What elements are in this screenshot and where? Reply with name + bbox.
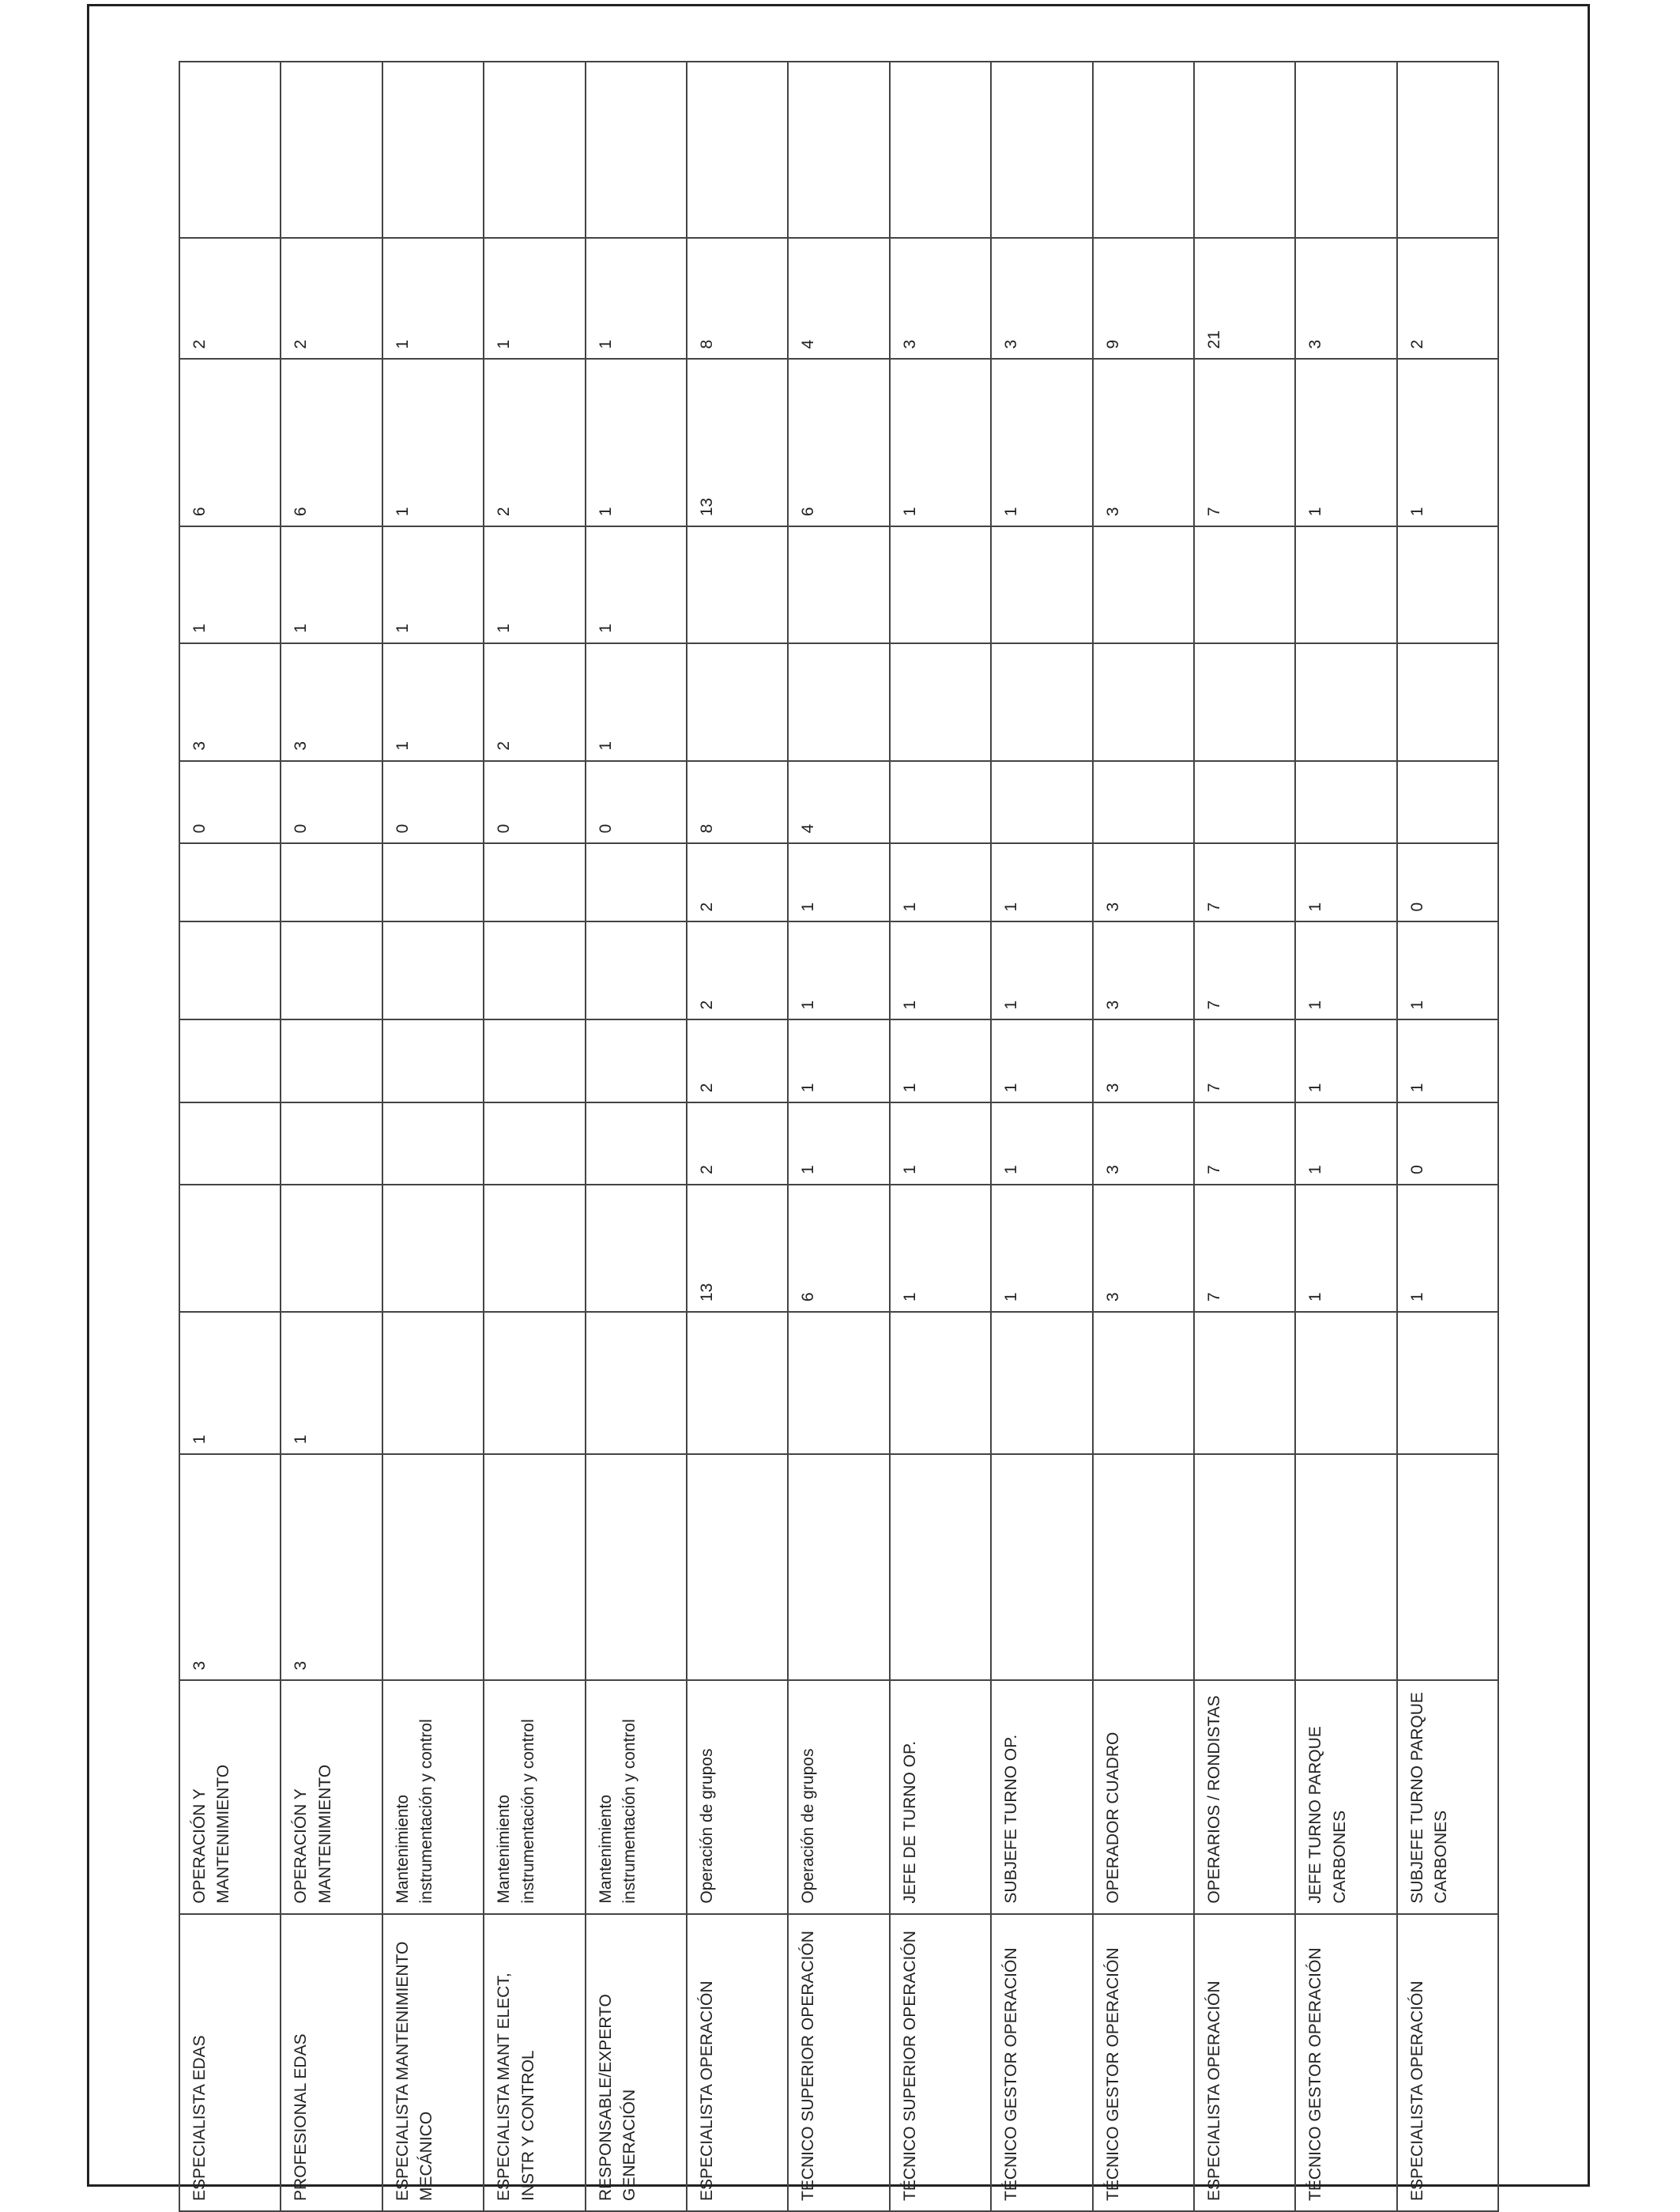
cell-value: 13	[687, 359, 788, 526]
cell-value: 21	[1194, 238, 1295, 359]
cell-value	[1295, 761, 1396, 844]
cell-value	[890, 526, 991, 643]
cell-empty	[890, 62, 991, 238]
cell-value	[1397, 761, 1498, 844]
cell-value: 1	[1295, 1019, 1396, 1102]
cell-value	[1194, 643, 1295, 761]
cell-value: 6	[281, 359, 382, 526]
table-row	[890, 62, 991, 2211]
cell-value: 1	[991, 1185, 1092, 1312]
cell-empty	[1397, 62, 1498, 238]
cell-value	[788, 1312, 889, 1454]
cell-value: 4	[788, 761, 889, 844]
cell-empty	[281, 62, 382, 238]
cell-value	[281, 922, 382, 1020]
cell-puesto: ESPECIALISTA MANTENIMIENTO MECÁNICO	[382, 1914, 484, 2211]
cell-value	[484, 843, 585, 921]
cell-value: 2	[687, 843, 788, 921]
cell-value	[382, 922, 484, 1020]
cell-value: 1	[586, 526, 687, 643]
rotated-table-container	[179, 61, 1498, 2212]
cell-value	[991, 1312, 1092, 1454]
cell-value	[1194, 761, 1295, 844]
cell-value: 3	[281, 1454, 382, 1680]
cell-value: 1	[382, 526, 484, 643]
cell-value: 1	[991, 1102, 1092, 1185]
cell-value: 0	[586, 761, 687, 844]
cell-value: 3	[1093, 1019, 1194, 1102]
table-row	[788, 62, 889, 2211]
cell-area: OPERADOR CUADRO	[1093, 1680, 1194, 1913]
cell-value	[281, 1102, 382, 1185]
cell-value	[1194, 1312, 1295, 1454]
cell-value	[991, 1454, 1092, 1680]
cell-value	[179, 843, 281, 921]
cell-value	[890, 1312, 991, 1454]
cell-value: 1	[1295, 1185, 1396, 1312]
cell-empty	[382, 62, 484, 238]
cell-value	[179, 1185, 281, 1312]
cell-value: 0	[484, 761, 585, 844]
cell-value: 1	[991, 359, 1092, 526]
cell-value: 8	[687, 238, 788, 359]
cell-value	[890, 761, 991, 844]
cell-value: 4	[788, 238, 889, 359]
cell-value	[1397, 643, 1498, 761]
cell-value: 1	[1397, 359, 1498, 526]
cell-value	[1295, 526, 1396, 643]
cell-value	[1093, 1454, 1194, 1680]
cell-value: 0	[179, 761, 281, 844]
cell-value: 1	[890, 359, 991, 526]
table-row	[586, 62, 687, 2211]
cell-value	[382, 1454, 484, 1680]
cell-value	[1093, 526, 1194, 643]
cell-value	[788, 643, 889, 761]
cell-value	[991, 526, 1092, 643]
cell-value: 7	[1194, 922, 1295, 1020]
cell-value	[1295, 1312, 1396, 1454]
cell-value	[281, 1185, 382, 1312]
cell-value: 1	[586, 359, 687, 526]
cell-puesto: TÉCNICO GESTOR OPERACIÓN	[1093, 1914, 1194, 2211]
cell-value	[1295, 643, 1396, 761]
table-row	[991, 62, 1092, 2211]
staffing-table	[179, 61, 1499, 2212]
cell-value	[1397, 1312, 1498, 1454]
cell-value: 6	[179, 359, 281, 526]
cell-value	[484, 1185, 585, 1312]
cell-area: SUBJEFE TURNO OP.	[991, 1680, 1092, 1913]
cell-value: 1	[281, 1312, 382, 1454]
cell-value	[1194, 526, 1295, 643]
cell-value	[1093, 643, 1194, 761]
cell-value: 1	[586, 238, 687, 359]
cell-value	[586, 1454, 687, 1680]
cell-area: JEFE DE TURNO OP.	[890, 1680, 991, 1913]
cell-value: 1	[991, 843, 1092, 921]
cell-empty	[687, 62, 788, 238]
cell-value	[382, 1185, 484, 1312]
cell-value: 1	[1295, 843, 1396, 921]
cell-value: 0	[1397, 843, 1498, 921]
cell-value: 1	[484, 238, 585, 359]
cell-value	[586, 1102, 687, 1185]
cell-value: 9	[1093, 238, 1194, 359]
cell-value: 7	[1194, 1102, 1295, 1185]
cell-puesto: RESPONSABLE/EXPERTO GENERACIÓN	[586, 1914, 687, 2211]
cell-value	[1397, 526, 1498, 643]
cell-value	[687, 1312, 788, 1454]
cell-empty	[179, 62, 281, 238]
cell-value: 1	[890, 1185, 991, 1312]
cell-value	[484, 922, 585, 1020]
cell-value	[179, 1102, 281, 1185]
cell-value	[1093, 761, 1194, 844]
cell-value: 1	[788, 1102, 889, 1185]
cell-value: 1	[382, 238, 484, 359]
cell-area: JEFE TURNO PARQUE CARBONES	[1295, 1680, 1396, 1913]
cell-value: 0	[382, 761, 484, 844]
table-row	[1397, 62, 1498, 2211]
cell-area: SUBJEFE TURNO PARQUE CARBONES	[1397, 1680, 1498, 1913]
cell-value	[890, 643, 991, 761]
cell-value: 0	[1397, 1102, 1498, 1185]
cell-value: 7	[1194, 1019, 1295, 1102]
cell-value: 2	[484, 643, 585, 761]
cell-value	[586, 1019, 687, 1102]
cell-value: 1	[890, 922, 991, 1020]
cell-value: 7	[1194, 359, 1295, 526]
cell-value: 1	[1397, 1185, 1498, 1312]
cell-value	[281, 843, 382, 921]
cell-value: 6	[788, 359, 889, 526]
cell-puesto: TÉCNICO SUPERIOR OPERACIÓN	[890, 1914, 991, 2211]
cell-value: 1	[1397, 922, 1498, 1020]
cell-value	[281, 1019, 382, 1102]
cell-value	[586, 1312, 687, 1454]
cell-value: 1	[179, 526, 281, 643]
cell-value	[586, 1185, 687, 1312]
cell-puesto: ESPECIALISTA EDAS	[179, 1914, 281, 2211]
cell-value	[586, 922, 687, 1020]
cell-value: 1	[991, 922, 1092, 1020]
cell-value	[1397, 1454, 1498, 1680]
cell-value: 1	[788, 843, 889, 921]
cell-value	[484, 1019, 585, 1102]
cell-value: 7	[1194, 1185, 1295, 1312]
cell-area: OPERACIÓN Y MANTENIMIENTO	[179, 1680, 281, 1913]
cell-value: 3	[1093, 922, 1194, 1020]
cell-value: 7	[1194, 843, 1295, 921]
cell-value	[687, 1454, 788, 1680]
cell-value: 3	[179, 1454, 281, 1680]
cell-puesto: ESPECIALISTA OPERACIÓN	[687, 1914, 788, 2211]
cell-value	[484, 1102, 585, 1185]
cell-value: 1	[1397, 1019, 1498, 1102]
cell-value	[179, 1019, 281, 1102]
cell-value	[890, 1454, 991, 1680]
cell-empty	[484, 62, 585, 238]
cell-value: 2	[1397, 238, 1498, 359]
cell-empty	[991, 62, 1092, 238]
cell-value: 2	[281, 238, 382, 359]
cell-puesto: ESPECIALISTA MANT ELECT, INSTR Y CONTROL	[484, 1914, 585, 2211]
cell-value: 1	[991, 1019, 1092, 1102]
cell-area: OPERACIÓN Y MANTENIMIENTO	[281, 1680, 382, 1913]
cell-value: 2	[687, 1102, 788, 1185]
cell-value: 1	[179, 1312, 281, 1454]
cell-value: 1	[1295, 922, 1396, 1020]
cell-value: 3	[179, 643, 281, 761]
cell-value: 8	[687, 761, 788, 844]
cell-value: 6	[788, 1185, 889, 1312]
cell-value: 1	[788, 1019, 889, 1102]
cell-value	[687, 643, 788, 761]
cell-value: 1	[1295, 359, 1396, 526]
cell-value: 1	[382, 359, 484, 526]
cell-value: 3	[281, 643, 382, 761]
cell-value: 2	[687, 922, 788, 1020]
cell-value	[382, 1312, 484, 1454]
cell-value: 13	[687, 1185, 788, 1312]
cell-value: 1	[788, 922, 889, 1020]
cell-puesto: PROFESIONAL EDAS	[281, 1914, 382, 2211]
table-row	[281, 62, 382, 2211]
cell-empty	[586, 62, 687, 238]
cell-value: 3	[1093, 1185, 1194, 1312]
cell-value: 1	[1295, 1102, 1396, 1185]
cell-puesto: ESPECIALISTA OPERACIÓN	[1194, 1914, 1295, 2211]
cell-value: 2	[484, 359, 585, 526]
table-row	[1194, 62, 1295, 2211]
cell-value: 3	[1093, 1102, 1194, 1185]
cell-value: 1	[382, 643, 484, 761]
cell-puesto: TECNICO SUPERIOR OPERACIÓN	[788, 1914, 889, 2211]
cell-area: Mantenimiento instrumentación y control	[382, 1680, 484, 1913]
cell-value: 3	[1093, 359, 1194, 526]
cell-value: 1	[890, 1019, 991, 1102]
table-row	[687, 62, 788, 2211]
cell-value	[1295, 1454, 1396, 1680]
cell-value: 3	[1295, 238, 1396, 359]
cell-empty	[1295, 62, 1396, 238]
cell-value	[1093, 1312, 1194, 1454]
table-row	[484, 62, 585, 2211]
cell-value: 1	[586, 643, 687, 761]
cell-value: 3	[1093, 843, 1194, 921]
cell-value: 1	[484, 526, 585, 643]
cell-empty	[788, 62, 889, 238]
table-row	[1295, 62, 1396, 2211]
cell-value	[484, 1312, 585, 1454]
cell-value: 2	[687, 1019, 788, 1102]
table-row	[1093, 62, 1194, 2211]
cell-value	[179, 922, 281, 1020]
cell-value	[382, 1019, 484, 1102]
cell-value: 1	[281, 526, 382, 643]
cell-value	[1194, 1454, 1295, 1680]
cell-area: Operación de grupos	[687, 1680, 788, 1913]
cell-value: 1	[890, 1102, 991, 1185]
cell-value: 2	[179, 238, 281, 359]
cell-value	[382, 1102, 484, 1185]
cell-puesto: TÉCNICO GESTOR OPERACIÓN	[1295, 1914, 1396, 2211]
cell-value	[788, 526, 889, 643]
cell-empty	[1093, 62, 1194, 238]
cell-area: OPERARIOS / RONDISTAS	[1194, 1680, 1295, 1913]
table-row	[382, 62, 484, 2211]
cell-value	[991, 643, 1092, 761]
cell-value: 3	[890, 238, 991, 359]
cell-area: Mantenimiento instrumentación y control	[484, 1680, 585, 1913]
cell-value	[687, 526, 788, 643]
cell-value: 3	[991, 238, 1092, 359]
cell-value: 0	[281, 761, 382, 844]
cell-value	[788, 1454, 889, 1680]
cell-puesto: ESPECIALISTA OPERACIÓN	[1397, 1914, 1498, 2211]
cell-value	[991, 761, 1092, 844]
cell-area: Mantenimiento instrumentación y control	[586, 1680, 687, 1913]
cell-value	[382, 843, 484, 921]
cell-empty	[1194, 62, 1295, 238]
table-row	[179, 62, 281, 2211]
cell-area: Operación de grupos	[788, 1680, 889, 1913]
cell-value: 1	[890, 843, 991, 921]
cell-value	[484, 1454, 585, 1680]
cell-puesto: TÉCNICO GESTOR OPERACIÓN	[991, 1914, 1092, 2211]
cell-value	[586, 843, 687, 921]
